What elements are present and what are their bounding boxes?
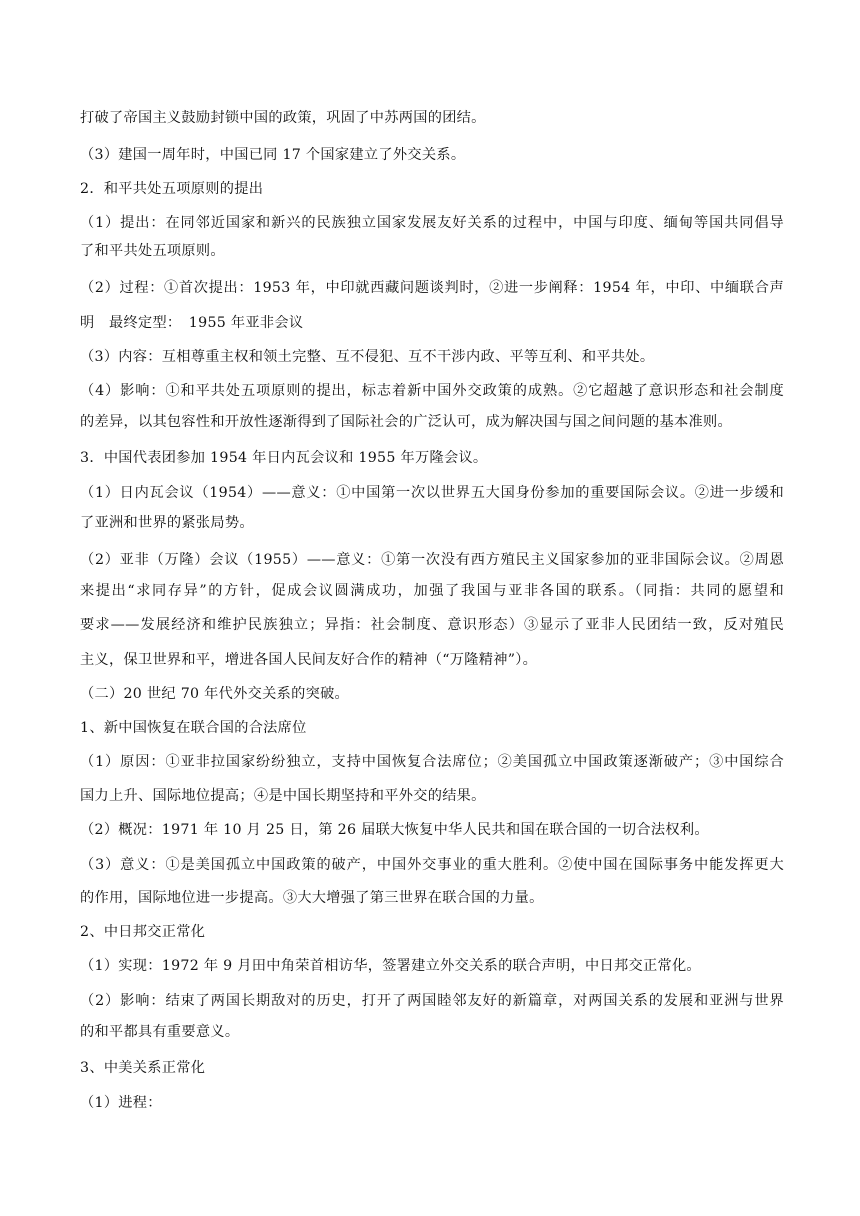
- text-line: （1）日内瓦会议（1954）——意义：①中国第一次以世界五大国身份参加的重要国际会议。②进一步缓和: [80, 485, 784, 501]
- section-heading: 2．和平共处五项原则的提出: [80, 181, 264, 197]
- text-line: （4）影响：①和平共处五项原则的提出，标志着新中国外交政策的成熟。②它超越了意识形态和社会制度: [80, 383, 784, 399]
- text-line: （3）内容：互相尊重主权和领土完整、互不侵犯、互不干涉内政、平等互利、和平共处。: [80, 349, 655, 365]
- text-line: （2）亚非（万隆）会议（1955）——意义：①第一次没有西方殖民主义国家参加的亚非国际会议。②周恩: [80, 552, 784, 568]
- text-line: 来提出“求同存异”的方针，促成会议圆满成功，加强了我国与亚非各国的联系。（同指：共同的愿望和: [80, 583, 784, 599]
- text-line: 主义，保卫世界和平，增进各国人民间友好合作的精神（“万隆精神”）。: [80, 652, 538, 668]
- text-line: 的和平都具有重要意义。: [80, 1024, 240, 1040]
- text-line: 了亚洲和世界的紧张局势。: [80, 515, 254, 531]
- section-heading: 1、新中国恢复在联合国的合法席位: [80, 720, 307, 736]
- text-line: 的作用，国际地位进一步提高。③大大增强了第三世界在联合国的力量。: [80, 890, 544, 906]
- text-line: 打破了帝国主义鼓励封锁中国的政策，巩固了中苏两国的团结。: [80, 110, 486, 126]
- text-line: 要求——发展经济和维护民族独立；异指：社会制度、意识形态）③显示了亚非人民团结一致，反对殖民: [80, 617, 784, 633]
- text-line: （2）影响：结束了两国长期敌对的历史，打开了两国睦邻友好的新篇章，对两国关系的发展和亚洲与世界: [80, 993, 784, 1009]
- section-heading: 3、中美关系正常化: [80, 1060, 206, 1076]
- section-heading: 3．中国代表团参加 1954 年日内瓦会议和 1955 年万隆会议。: [80, 450, 488, 466]
- text-line: （1）实现：1972 年 9 月田中角荣首相访华，签署建立外交关系的联合声明，中日邦交正常化。: [80, 958, 701, 974]
- text-line: 了和平共处五项原则。: [80, 243, 225, 259]
- section-heading: （二）20 世纪 70 年代外交关系的突破。: [80, 686, 350, 702]
- text-line: （3）建国一周年时，中国已同 17 个国家建立了外交关系。: [80, 147, 466, 163]
- text-line: （1）提出：在同邻近国家和新兴的民族独立国家发展友好关系的过程中，中国与印度、缅甸等国共同倡导: [80, 215, 784, 231]
- text-line: （2）过程：①首次提出：1953 年，中印就西藏问题谈判时，②进一步阐释：1954 年，中印、中缅联合声: [80, 280, 784, 296]
- text-line: （3）意义：①是美国孤立中国政策的破产，中国外交事业的重大胜利。②使中国在国际事务中能发挥更大: [80, 857, 784, 873]
- text-line: 国力上升、国际地位提高；④是中国长期坚持和平外交的结果。: [80, 788, 486, 804]
- section-heading: 2、中日邦交正常化: [80, 924, 206, 940]
- text-line: （1）原因：①亚非拉国家纷纷独立，支持中国恢复合法席位；②美国孤立中国政策逐渐破产；③中国综合: [80, 754, 784, 770]
- text-line: （2）概况：1971 年 10 月 25 日，第 26 届联大恢复中华人民共和国在联合国的一切合法权利。: [80, 822, 709, 838]
- text-line: （1）进程：: [80, 1095, 162, 1111]
- text-line: 明 最终定型： 1955 年亚非会议: [80, 315, 304, 331]
- text-line: 的差异，以其包容性和开放性逐渐得到了国际社会的广泛认可，成为解决国与国之间问题的基本准则。: [80, 414, 732, 430]
